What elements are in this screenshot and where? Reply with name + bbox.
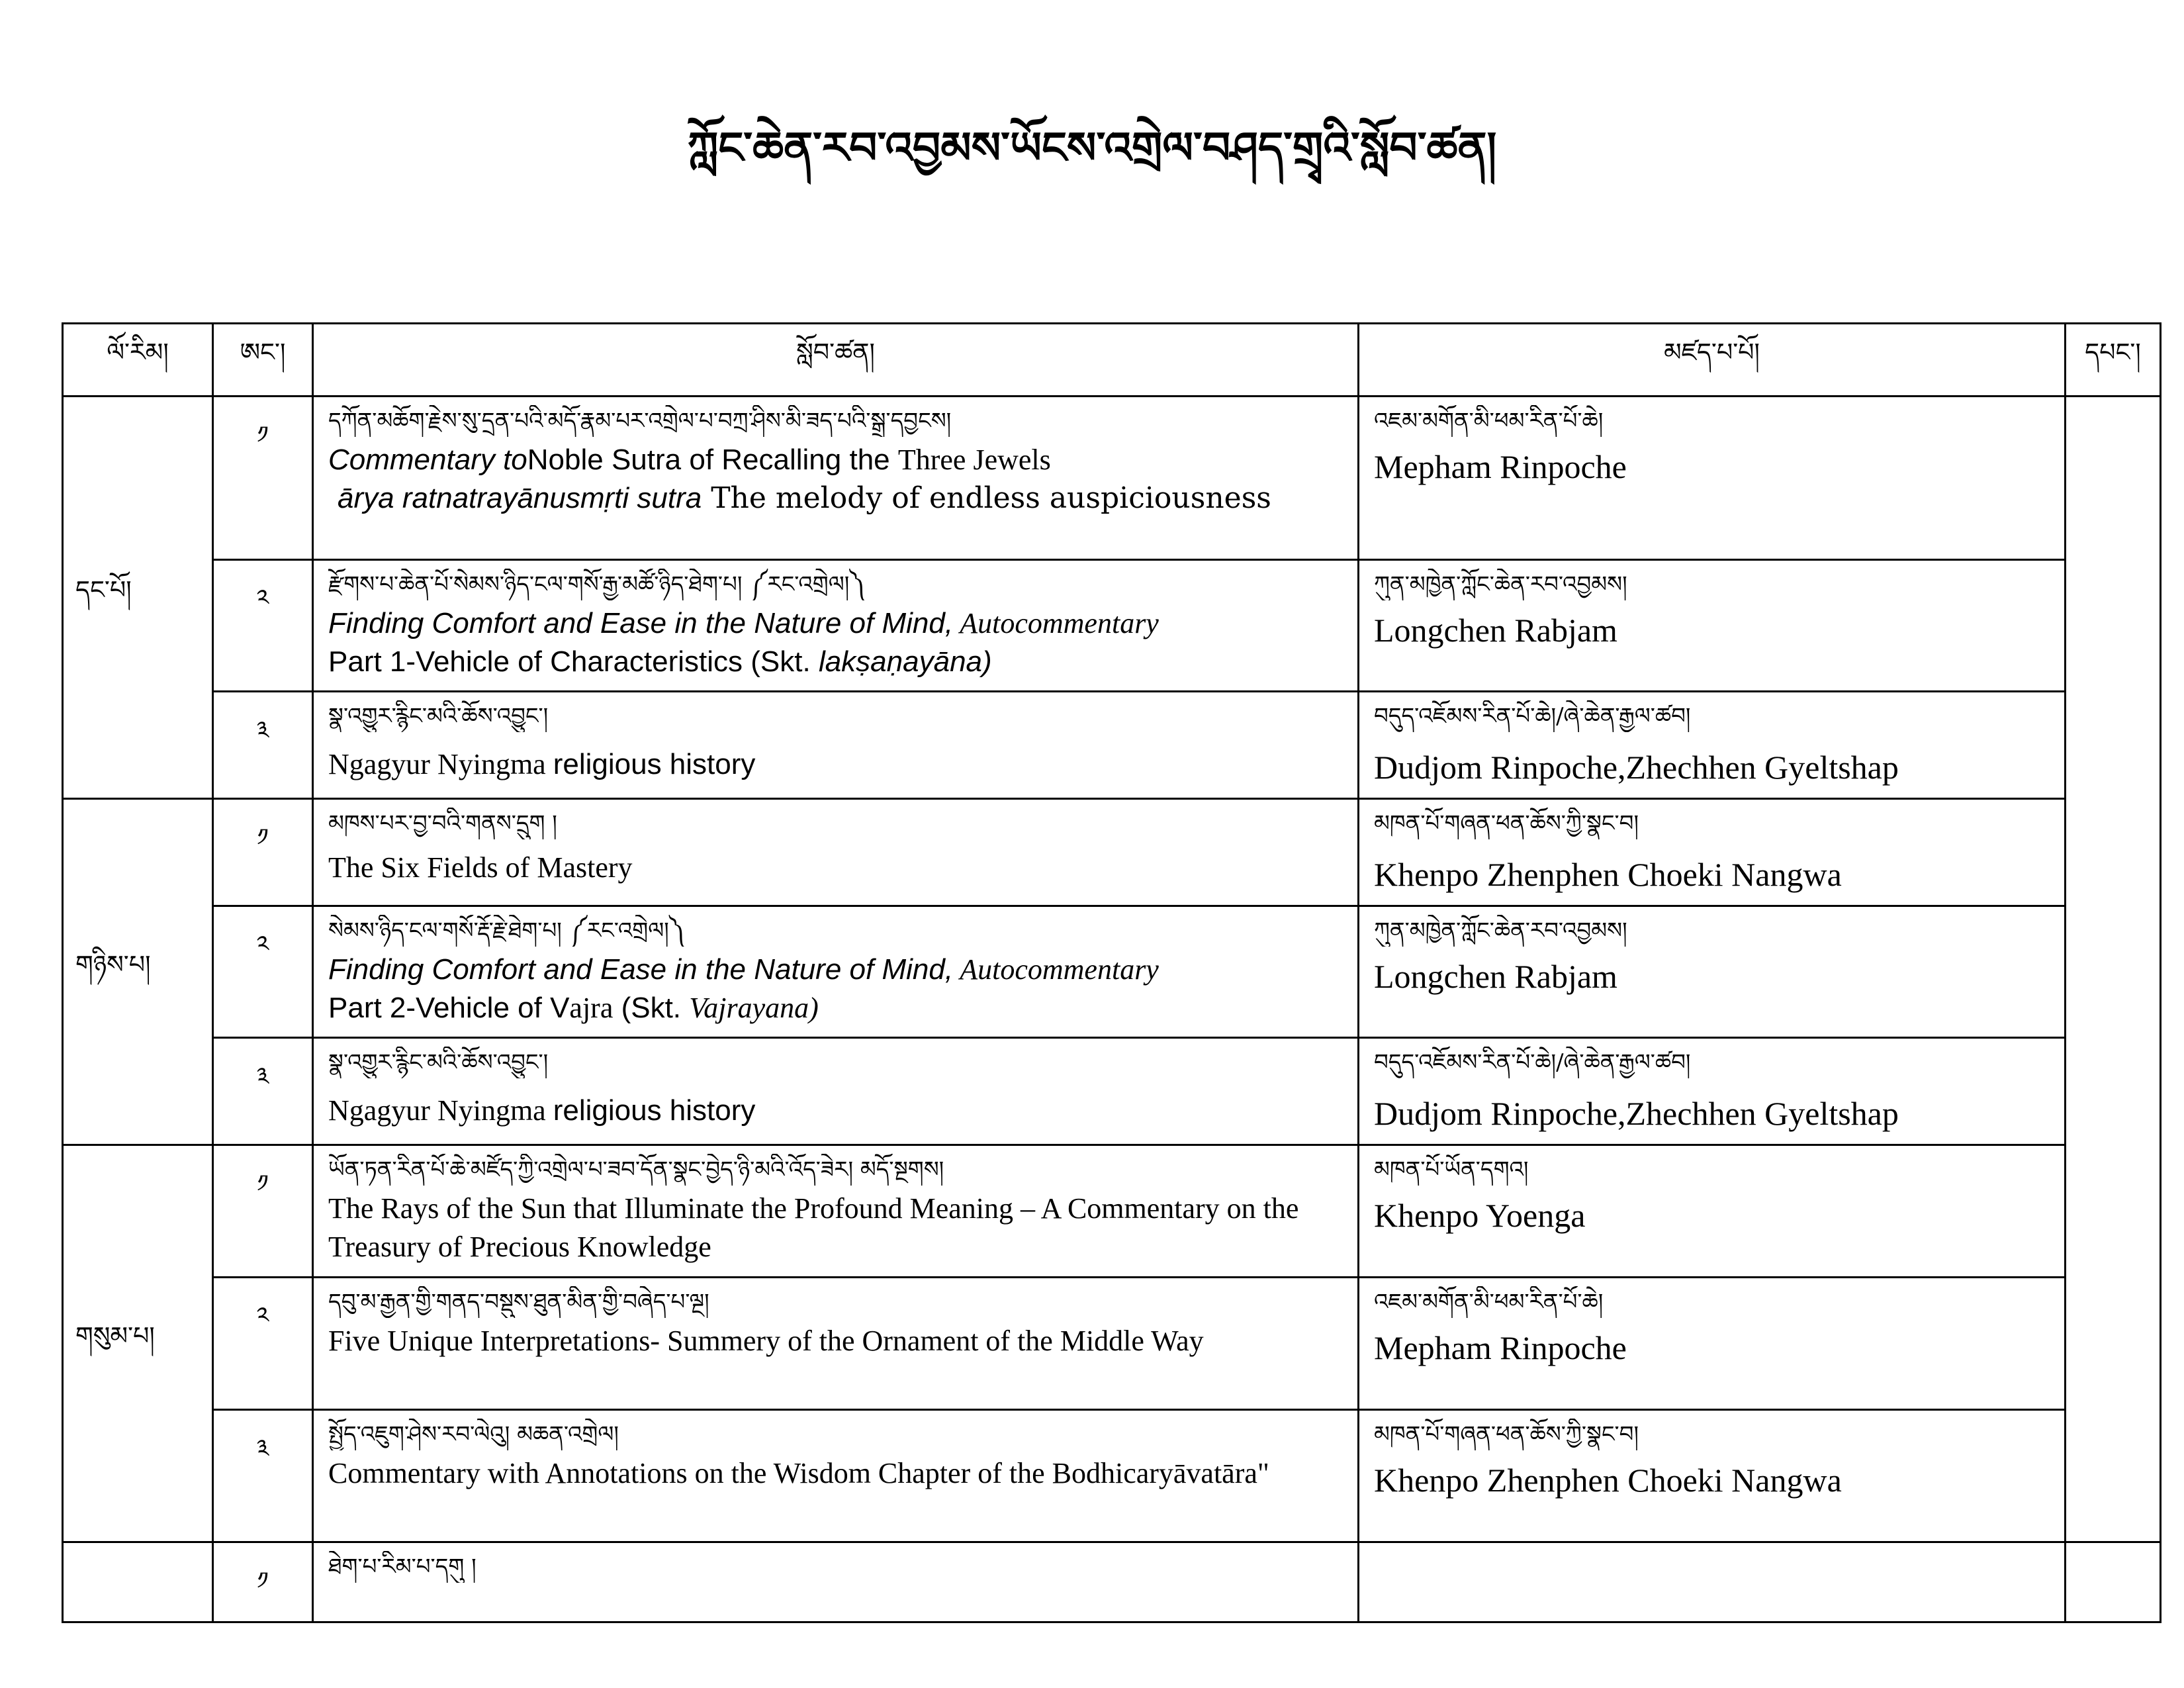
curriculum-table xyxy=(62,322,2161,1623)
table-header-row xyxy=(63,324,2161,397)
row-number: ༢ xyxy=(213,1278,313,1410)
book-cell xyxy=(313,397,1359,560)
row-number: ༡ xyxy=(213,1542,313,1622)
author-cell xyxy=(1359,692,2066,799)
table-row xyxy=(63,799,2161,906)
author-empty-cell xyxy=(1359,1542,2066,1622)
row-number: ༢ xyxy=(213,906,313,1038)
remarks-empty-cell xyxy=(2066,1542,2161,1622)
book-title-english: Finding Comfort and Ease in the Nature of Mind, Autocommentary Part 1-Vehicle of Characteristics (Skt. lakṣaṇayāna) xyxy=(328,607,1159,678)
book-title-english: Commentary toNoble Sutra of Recalling the Three Jewels ārya ratnatrayānusmṛti sutra The melody of endless auspiciousness xyxy=(328,444,1271,515)
book-title-english: The Six Fields of Mastery xyxy=(328,851,633,884)
book-title-tibetan: སྤྱོད་འཇུག་ཤེས་རབ་ལེའུ། མཆན་འགྲེལ། xyxy=(328,1421,619,1448)
table-row xyxy=(63,692,2161,799)
author-tibetan: མཁན་པོ་གཞན་ཕན་ཆོས་ཀྱི་སྣང་བ། xyxy=(1374,810,1639,837)
page-title: ཀློང་ཆེན་རབ་འབྱམས་ཡོངས་འགྲེལ་བཤད་གྲྭའི་སློབ་ཚན། xyxy=(687,122,1497,173)
author-english: Dudjom Rinpoche,Zhechhen Gyeltshap xyxy=(1374,1095,1899,1132)
header-remarks: དཔང་། xyxy=(2066,324,2161,397)
book-cell xyxy=(313,799,1359,906)
book-title-tibetan: སྣ་འགྱུར་རྙིང་མའི་ཆོས་འབྱུང་། xyxy=(328,703,549,729)
table-row xyxy=(63,1410,2161,1542)
header-year: ལོ་རིམ། xyxy=(63,324,213,397)
book-title-tibetan: དཀོན་མཆོག་རྗེས་སུ་དྲན་པའི་མདོ་རྣམ་པར་འགྲེལ་པ་བཀྲ་ཤིས་མི་ཟད་པའི་སྒྲ་དབྱངས། xyxy=(328,408,952,434)
book-cell xyxy=(313,1145,1359,1278)
row-number: ༣ xyxy=(213,1410,313,1542)
row-number: ༣ xyxy=(213,692,313,799)
author-english: Khenpo Zhenphen Choeki Nangwa xyxy=(1374,1462,1842,1499)
table-row xyxy=(63,397,2161,560)
row-number: ༡ xyxy=(213,397,313,560)
author-tibetan: ཀུན་མཁྱེན་ཀློང་ཆེན་རབ་འབྱམས། xyxy=(1374,917,1627,944)
book-title-english: Commentary with Annotations on the Wisdom Chapter of the Bodhicaryāvatāra" xyxy=(328,1457,1269,1489)
book-title-tibetan: སེམས་ཉིད་ངལ་གསོ་རྡོ་རྗེ་ཐེག་པ། ༼རང་འགྲེལ།༽ xyxy=(328,917,686,944)
book-cell xyxy=(313,1542,1359,1622)
header-number: ཨང་། xyxy=(213,324,313,397)
author-tibetan: འཇམ་མགོན་མི་ཕམ་རིན་པོ་ཆེ། xyxy=(1374,408,1604,434)
row-number: ༡ xyxy=(213,1145,313,1278)
book-title-tibetan: སྣ་འགྱུར་རྙིང་མའི་ཆོས་འབྱུང་། xyxy=(328,1049,549,1076)
author-cell xyxy=(1359,397,2066,560)
book-cell xyxy=(313,1038,1359,1145)
row-number: ༣ xyxy=(213,1038,313,1145)
table-row xyxy=(63,560,2161,692)
year-1-cell: དང་པོ། xyxy=(63,397,213,799)
book-cell xyxy=(313,560,1359,692)
author-tibetan: བདུད་འཇོམས་རིན་པོ་ཆེ།/ཞེ་ཆེན་རྒྱལ་ཚབ། xyxy=(1374,1049,1691,1076)
author-tibetan: མཁན་པོ་གཞན་ཕན་ཆོས་ཀྱི་སྣང་བ། xyxy=(1374,1421,1639,1448)
author-cell xyxy=(1359,1038,2066,1145)
header-book: སློབ་ཚན། xyxy=(313,324,1359,397)
book-cell xyxy=(313,1278,1359,1410)
book-title-tibetan: དབུ་མ་རྒྱན་གྱི་གནད་བསྡུས་ཐུན་མིན་གྱི་བཞེད་པ་ལྔ། xyxy=(328,1289,709,1315)
book-cell xyxy=(313,1410,1359,1542)
book-cell xyxy=(313,692,1359,799)
year-2-cell: གཉིས་པ། xyxy=(63,799,213,1145)
book-title-tibetan: མཁས་པར་བྱ་བའི་གནས་དྲུག ། xyxy=(328,810,557,837)
author-cell xyxy=(1359,799,2066,906)
book-title-english: The Rays of the Sun that Illuminate the Profound Meaning – A Commentary on the Treasury of Precious Knowledge xyxy=(328,1192,1299,1263)
author-english: Khenpo Yoenga xyxy=(1374,1197,1586,1234)
author-cell xyxy=(1359,1410,2066,1542)
header-author: མཛད་པ་པོ། xyxy=(1359,324,2066,397)
table-row xyxy=(63,1038,2161,1145)
book-title-english: Finding Comfort and Ease in the Nature of Mind, Autocommentary Part 2-Vehicle of Vajra (Skt. Vajrayana) xyxy=(328,953,1159,1024)
table-row xyxy=(63,1278,2161,1410)
author-cell xyxy=(1359,560,2066,692)
author-tibetan: འཇམ་མགོན་མི་ཕམ་རིན་པོ་ཆེ། xyxy=(1374,1289,1604,1315)
book-title-tibetan: ཡོན་ཏན་རིན་པོ་ཆེ་མཛོད་ཀྱི་འགྲེལ་པ་ཟབ་དོན་སྣང་བྱེད་ཉི་མའི་འོད་ཟེར། མདོ་སྔགས། xyxy=(328,1156,944,1183)
author-tibetan: མཁན་པོ་ཡོན་དགའ། xyxy=(1374,1156,1529,1183)
year-empty-cell xyxy=(63,1542,213,1622)
year-3-cell: གསུམ་པ། xyxy=(63,1145,213,1542)
author-english: Khenpo Zhenphen Choeki Nangwa xyxy=(1374,856,1842,893)
remarks-cell xyxy=(2066,397,2161,1542)
author-english: Longchen Rabjam xyxy=(1374,958,1617,995)
book-cell xyxy=(313,906,1359,1038)
author-english: Longchen Rabjam xyxy=(1374,612,1617,649)
book-title-english: Five Unique Interpretations- Summery of the Ornament of the Middle Way xyxy=(328,1325,1204,1357)
book-title-english: Ngagyur Nyingma religious history xyxy=(328,748,756,780)
author-tibetan: བདུད་འཇོམས་རིན་པོ་ཆེ།/ཞེ་ཆེན་རྒྱལ་ཚབ། xyxy=(1374,703,1691,729)
table-row xyxy=(63,1542,2161,1622)
book-title-english: Ngagyur Nyingma religious history xyxy=(328,1094,756,1127)
author-english: Mepham Rinpoche xyxy=(1374,448,1627,485)
book-title-tibetan: རྫོགས་པ་ཆེན་པོ་སེམས་ཉིད་ངལ་གསོ་རྒྱ་མཚོ་ཉིད་ཐེག་པ། ༼རང་འགྲེལ།༽ xyxy=(328,571,866,598)
author-tibetan: ཀུན་མཁྱེན་ཀློང་ཆེན་རབ་འབྱམས། xyxy=(1374,571,1627,598)
author-cell xyxy=(1359,1278,2066,1410)
row-number: ༡ xyxy=(213,799,313,906)
row-number: ༢ xyxy=(213,560,313,692)
table-row xyxy=(63,1145,2161,1278)
table-row xyxy=(63,906,2161,1038)
author-english: Mepham Rinpoche xyxy=(1374,1329,1627,1366)
author-cell xyxy=(1359,906,2066,1038)
author-cell xyxy=(1359,1145,2066,1278)
author-english: Dudjom Rinpoche,Zhechhen Gyeltshap xyxy=(1374,749,1899,786)
book-title-tibetan: ཐེག་པ་རིམ་པ་དགུ ། xyxy=(328,1554,477,1580)
